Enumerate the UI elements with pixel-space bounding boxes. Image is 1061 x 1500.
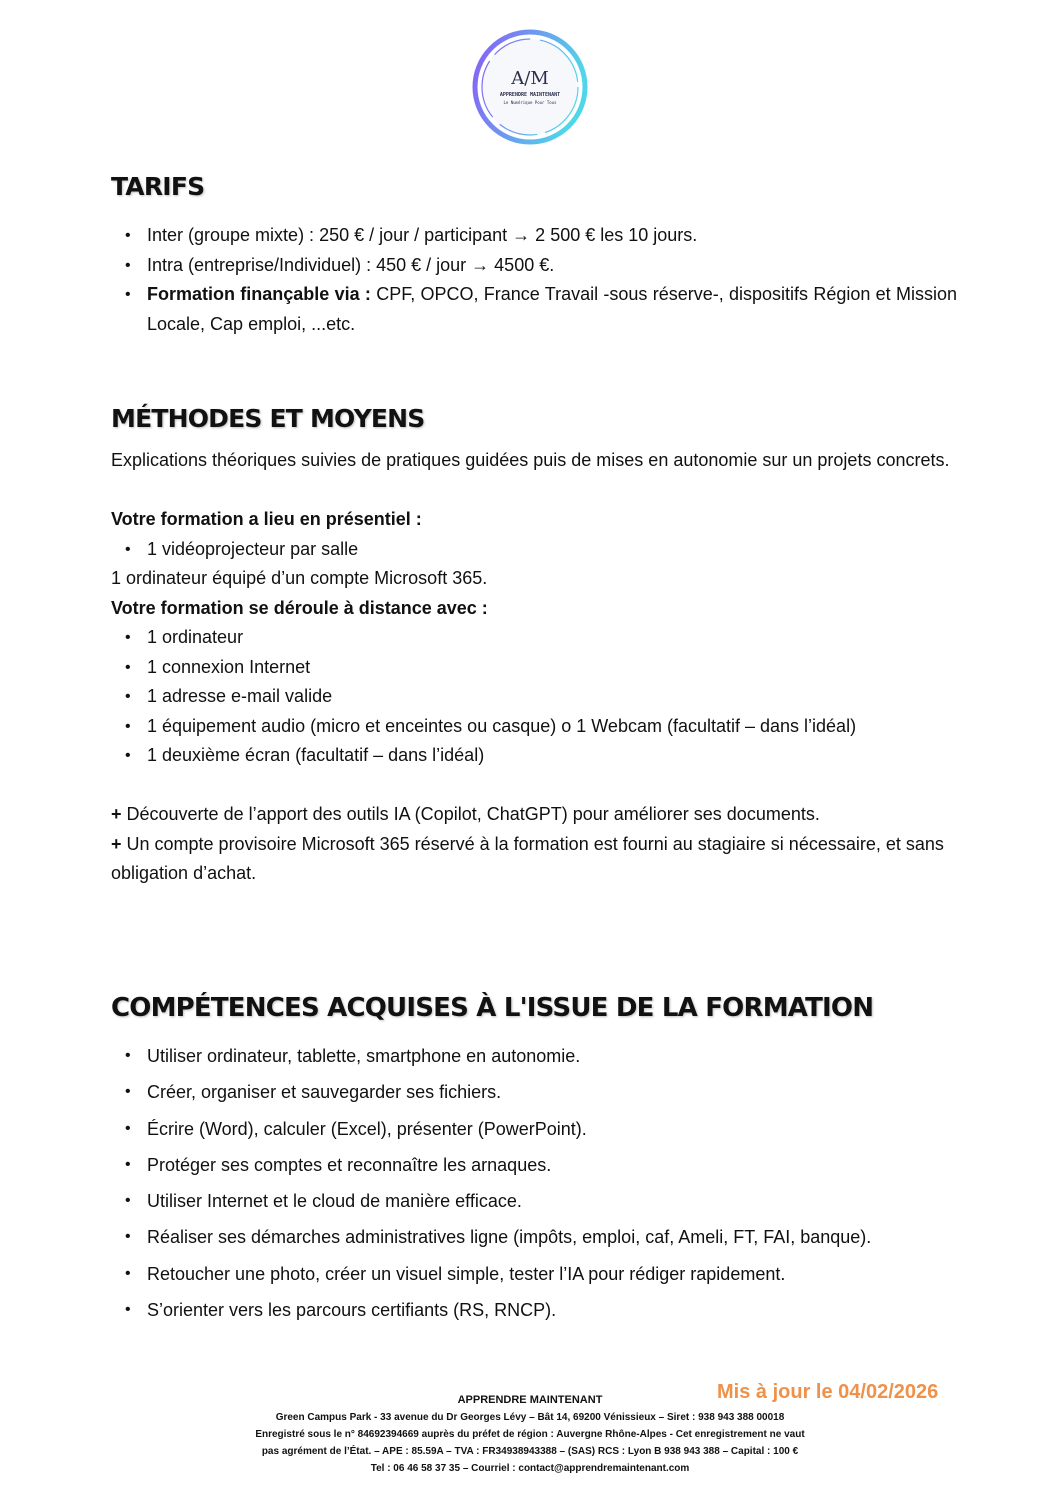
footer-registration: Enregistré sous le n° 84692394669 auprès du préfet de région : Auvergne Rhône-Alpes - Cet enregistrement ne vaut	[255, 1429, 805, 1440]
footer-legal: pas agrément de l’État. – APE : 85.59A – TVA : FR34938943388 – (SAS) RCS : Lyon B 938 943 388 – Capital : 100 €	[261, 1446, 799, 1457]
competences-block	[111, 1038, 957, 1328]
list-item: • 1 connexion Internet	[111, 653, 957, 683]
list-item: • Utiliser ordinateur, tablette, smartphone en autonomie.	[111, 1038, 957, 1074]
extra-text: Un compte provisoire Microsoft 365 réservé à la formation est fourni au stagiaire si nécessaire, et sans obligation d’achat.	[111, 833, 944, 883]
footer-address: Green Campus Park - 33 avenue du Dr Georges Lévy – Bât 14, 69200 Vénissieux – Siret : 938 943 388 00018	[275, 1412, 785, 1423]
list-item: • Utiliser Internet et le cloud de manière efficace.	[111, 1183, 957, 1219]
list-item: • 1 adresse e-mail valide	[111, 682, 957, 712]
footer-contact: Tel : 06 46 58 37 35 – Courriel : contact@apprendremaintenant.com	[370, 1463, 690, 1474]
tarif-inter: Inter (groupe mixte) : 250 € / jour / participant → 2 500 € les 10 jours.	[147, 225, 698, 245]
plus-icon: +	[111, 804, 122, 824]
section-title-methodes: MÉTHODES ET MOYENS	[111, 404, 425, 433]
section-title-tarifs: TARIFS	[111, 172, 205, 201]
tarifs-list	[111, 221, 957, 339]
list-item	[111, 221, 957, 251]
svg-text:APPRENDRE MAINTENANT: APPRENDRE MAINTENANT	[499, 92, 561, 98]
presentiel-list	[111, 535, 957, 565]
list-item: • 1 vidéoprojecteur par salle	[111, 535, 957, 565]
company-logo	[471, 28, 589, 146]
list-item: • Réaliser ses démarches administratives ligne (impôts, emploi, caf, Ameli, FT, FAI, banque).	[111, 1219, 957, 1255]
page-footer	[200, 1392, 860, 1477]
svg-text:Le Numérique Pour Tous: Le Numérique Pour Tous	[503, 100, 557, 105]
list-item: • 1 ordinateur	[111, 623, 957, 653]
list-item: • S’orienter vers les parcours certifiants (RS, RNCP).	[111, 1292, 957, 1328]
logo-ring-icon	[471, 28, 589, 146]
list-item	[111, 280, 957, 339]
list-item: • Écrire (Word), calculer (Excel), présenter (PowerPoint).	[111, 1111, 957, 1147]
distance-list	[111, 623, 957, 771]
financing-text: CPF, OPCO, France Travail -sous réserve-, dispositifs Région et Mission Locale, Cap emploi, ...etc.	[147, 284, 957, 334]
list-item: • 1 deuxième écran (facultatif – dans l’idéal)	[111, 741, 957, 771]
presentiel-extra: 1 ordinateur équipé d’un compte Microsoft 365.	[111, 568, 488, 588]
list-item	[111, 251, 957, 281]
svg-text:A/M: A/M	[511, 68, 549, 89]
section-title-competences: COMPÉTENCES ACQUISES À L'ISSUE DE LA FORMATION	[111, 993, 874, 1023]
plus-icon: +	[111, 833, 122, 854]
list-item: • 1 équipement audio (micro et enceintes ou casque) o 1 Webcam (facultatif – dans l’idéal)	[111, 712, 957, 742]
methodes-block	[111, 446, 957, 889]
tarifs-list-block	[111, 221, 957, 339]
tarif-intra: Intra (entreprise/Individuel) : 450 € / jour → 4500 €.	[147, 254, 555, 275]
footer-company-name: APPRENDRE MAINTENANT	[457, 1394, 603, 1406]
financing-label: Formation finançable via :	[147, 284, 371, 304]
last-updated-label: Mis à jour le 04/02/2026	[717, 1381, 939, 1403]
list-item: • Protéger ses comptes et reconnaître les arnaques.	[111, 1147, 957, 1183]
extra-m365-account	[111, 830, 957, 889]
extra-text: Découverte de l’apport des outils IA (Copilot, ChatGPT) pour améliorer ses documents.	[121, 804, 820, 824]
methodes-intro: Explications théoriques suivies de pratiques guidées puis de mises en autonomie sur un projets concrets.	[111, 450, 950, 470]
list-item: • Créer, organiser et sauvegarder ses fichiers.	[111, 1074, 957, 1110]
list-item: • Retoucher une photo, créer un visuel simple, tester l’IA pour rédiger rapidement.	[111, 1256, 957, 1292]
competences-list	[111, 1038, 957, 1328]
distance-title: Votre formation se déroule à distance avec :	[111, 597, 488, 618]
extra-ai-tools	[111, 800, 957, 830]
presentiel-title: Votre formation a lieu en présentiel :	[111, 509, 422, 529]
